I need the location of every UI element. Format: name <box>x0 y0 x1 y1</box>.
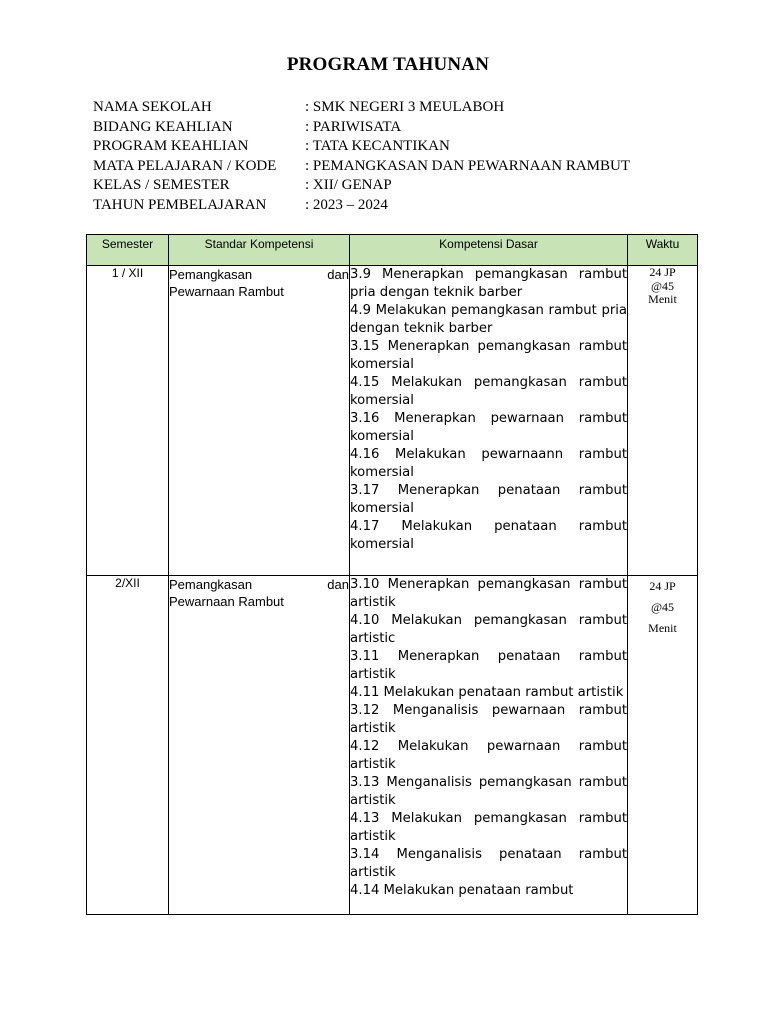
waktu-text: 24 JP <box>649 579 676 593</box>
kd-item: 4.9 Melakukan pemangkasan rambut pria dengan teknik barber <box>350 303 627 336</box>
info-value: : PARIWISATA <box>305 118 402 135</box>
waktu-text: Menit <box>648 621 677 635</box>
semester-cell: 2/XII <box>87 576 169 915</box>
info-label: NAMA SEKOLAH <box>93 99 212 115</box>
waktu-cell <box>628 576 698 915</box>
waktu-text: 24 JP <box>649 265 676 279</box>
info-value: : TATA KECANTIKAN <box>305 138 450 154</box>
header-waktu: Waktu <box>628 235 698 266</box>
waktu-text: @45 <box>650 600 675 614</box>
kd-item: 4.10 Melakukan pemangkasan rambut artistic <box>350 613 627 646</box>
table-row <box>87 266 698 576</box>
kompetensi-dasar-cell <box>350 266 628 576</box>
info-value: : PEMANGKASAN DAN PEWARNAAN RAMBUT <box>305 157 631 174</box>
kd-item: 3.15 Menerapkan pemangkasan rambut komersial <box>350 339 627 372</box>
semester-cell: 1 / XII <box>87 266 169 576</box>
info-label: KELAS / SEMESTER <box>93 177 230 193</box>
header-semester: Semester <box>87 235 169 266</box>
sk-text: dan <box>327 577 349 592</box>
sk-text: dan <box>327 267 349 282</box>
kd-item: 3.12 Menganalisis pewarnaan rambut artistik <box>350 703 627 736</box>
info-label: TAHUN PEMBELAJARAN <box>93 196 267 213</box>
kd-item: 3.9 Menerapkan pemangkasan rambut pria dengan teknik barber <box>350 267 627 300</box>
kompetensi-dasar-cell <box>350 576 628 915</box>
info-label: BIDANG KEAHLIAN <box>93 118 233 135</box>
info-value: : XII/ GENAP <box>305 177 392 193</box>
header-kompetensi-dasar: Kompetensi Dasar <box>350 235 628 266</box>
kd-item: 4.12 Melakukan pewarnaan rambut artistik <box>350 739 627 772</box>
sk-text: Pemangkasan <box>169 577 253 592</box>
standar-kompetensi-cell <box>169 266 350 576</box>
document-title: PROGRAM TAHUNAN <box>286 54 490 75</box>
standar-kompetensi-cell <box>169 576 350 915</box>
program-table <box>86 234 698 915</box>
kd-item: 4.16 Melakukan pewarnaann rambut komersial <box>350 447 627 480</box>
kd-item: 3.11 Menerapkan penataan rambut artistik <box>350 649 627 682</box>
kd-item: 4.14 Melakukan penataan rambut <box>350 883 574 898</box>
info-label: MATA PELAJARAN / KODE <box>93 157 277 174</box>
info-label: PROGRAM KEAHLIAN <box>93 138 249 154</box>
header-standar-kompetensi: Standar Kompetensi <box>169 235 350 266</box>
kd-item: 3.10 Menerapkan pemangkasan rambut artistik <box>350 577 627 610</box>
table-row <box>87 576 698 915</box>
kd-item: 4.17 Melakukan penataan rambut komersial <box>350 519 627 552</box>
sk-text: Pewarnaan Rambut <box>169 284 284 299</box>
waktu-text: Menit <box>648 292 677 306</box>
kd-item: 3.14 Menganalisis penataan rambut artistik <box>350 847 627 880</box>
kd-item: 3.13 Menganalisis pemangkasan rambut artistik <box>350 775 627 808</box>
waktu-cell <box>628 266 698 576</box>
kd-item: 4.11 Melakukan penataan rambut artistik <box>350 685 624 700</box>
waktu-text: @45 <box>650 278 675 293</box>
table-header-row <box>87 235 698 266</box>
kd-item: 3.16 Menerapkan pewarnaan rambut komersial <box>350 411 627 444</box>
kd-item: 3.17 Menerapkan penataan rambut komersial <box>350 483 627 516</box>
kd-item: 4.15 Melakukan pemangkasan rambut komersial <box>350 375 627 408</box>
sk-text: Pewarnaan Rambut <box>169 594 284 609</box>
info-value: : 2023 – 2024 <box>305 196 388 213</box>
sk-text: Pemangkasan <box>169 267 253 282</box>
kd-item: 4.13 Melakukan pemangkasan rambut artistik <box>350 811 627 844</box>
info-value: : SMK NEGERI 3 MEULABOH <box>305 99 505 115</box>
